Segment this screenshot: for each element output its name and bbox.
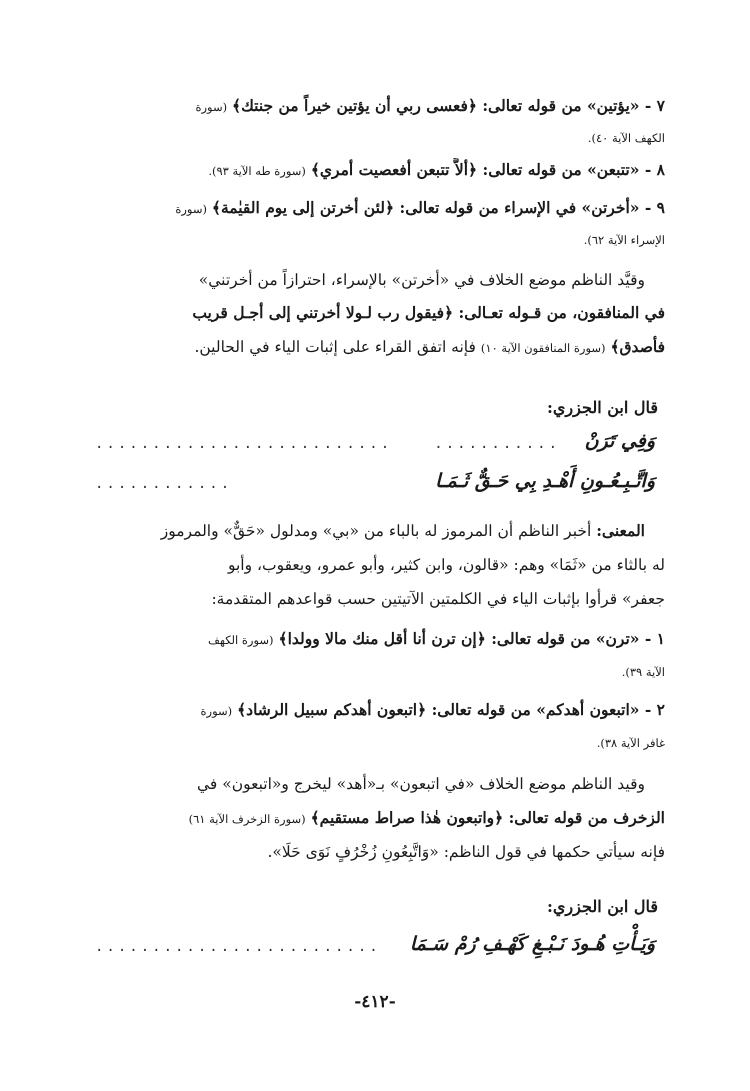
item-7-line xyxy=(85,94,665,119)
verse-2-row xyxy=(95,933,655,963)
meaning-line1-text: أخبر الناظم أن المرموز له بالباء من «بي» ومدلول «حَقٌّ» والمرموز xyxy=(160,522,592,540)
para1-line3-ref: (سورة المنافقون الآية ١٠) xyxy=(480,341,606,355)
item-8-line xyxy=(85,158,665,183)
para2-line3: فإنه سيأتي حكمها في قول الناظم: «وَاتَّبِعُونِ زُخْرُفٍ نَوَى حَلَا». xyxy=(267,843,665,861)
verse-1-row-a xyxy=(95,430,655,460)
para1-line3-rest: فإنه اتفق القراء على إثبات الياء في الحالين. xyxy=(194,338,476,356)
item-2-ref: (سورة xyxy=(200,704,233,718)
meaning-line1 xyxy=(85,519,645,543)
ibn-aljazari-heading-2: قال ابن الجزري: xyxy=(547,897,658,916)
item-9-line xyxy=(85,196,665,221)
meaning-line2: له بالثاء من «ثَمَا» وهم: «قالون، وابن كثير، وأبو عمرو، ويعقوب، وأبو xyxy=(227,556,665,574)
para1-line1: وقيَّد الناظم موضع الخلاف في «أخرتن» بالإسراء، احترازاً من أخرتني» xyxy=(198,271,645,289)
para2-line1: وقيد الناظم موضع الخلاف «في اتبعون» بـ«أهد» ليخرج و«اتبعون» في xyxy=(196,775,645,793)
item-1-ref: (سورة الكهف xyxy=(207,633,274,647)
item-2-text: ٢ - «اتبعون أهدكم» من قوله تعالى: ﴿اتبعون أهدكم سبيل الرشاد﴾ xyxy=(237,700,665,719)
item-2-line xyxy=(85,698,665,723)
item-9-ref: (سورة xyxy=(175,202,207,216)
verse-1-dots-a2: .......................... xyxy=(95,436,393,452)
para2-line2-ref: (سورة الزخرف الآية ٦١) xyxy=(188,812,306,826)
para2-line2-text: الزخرف من قوله تعالى: ﴿واتبعون هٰذا صراط مستقيم﴾ xyxy=(310,808,665,827)
item-1-text: ١ - «ترن» من قوله تعالى: ﴿إن ترن أنا أقل منك مالا وولدا﴾ xyxy=(278,629,665,648)
verse-1-dots-a1: ........... xyxy=(434,436,560,452)
verse-1-part-b: وَاتَّـبِـعُـونِ أَهْـدِ بِي حَـقٌّ ثَـمَـا xyxy=(435,470,655,492)
para1-line3 xyxy=(85,335,665,360)
para1-line2 xyxy=(85,301,665,325)
verse-1-dots-b: ............ xyxy=(95,476,233,492)
meaning-label: المعنى: xyxy=(596,521,645,540)
item-7-cont: الكهف الآية ٤٠). xyxy=(587,131,665,145)
para2-line2 xyxy=(85,806,665,831)
ibn-aljazari-heading-1: قال ابن الجزري: xyxy=(547,398,658,417)
item-8-text: ٨ - «تتبعن» من قوله تعالى: ﴿ألاَّ تتبعن أفعصيت أمري﴾ xyxy=(310,160,665,179)
item-1-cont: الآية ٣٩). xyxy=(621,665,665,679)
page-number: -٤١٢- xyxy=(354,992,396,1012)
item-7-text: ٧ - «يؤتين» من قوله تعالى: ﴿فعسى ربي أن يؤتين خيراً من جنتك﴾ xyxy=(232,96,665,115)
verse-1-part-a: وَفِي تَرَنْ xyxy=(584,430,655,452)
para1-line3-bold: فأصدق﴾ xyxy=(610,337,665,356)
item-9-cont: الإسراء الآية ٦٢). xyxy=(583,233,665,247)
verse-2-dots: ......................... xyxy=(95,939,381,955)
item-8-ref: (سورة طه الآية ٩٣). xyxy=(208,164,306,178)
para1-line2-text: في المنافقون، من قـوله تعـالى: ﴿فيقول رب لـولا أخرتني إلى أجـل قريب xyxy=(192,303,665,322)
item-1-line xyxy=(85,627,665,652)
verse-1-row-b xyxy=(95,470,655,500)
item-7-ref: (سورة xyxy=(195,100,228,114)
item-2-cont: غافر الآية ٣٨). xyxy=(596,736,665,750)
meaning-line3: جعفر» قرأوا بإثبات الياء في الكلمتين الآتيتين حسب قواعدهم المتقدمة: xyxy=(211,590,665,608)
verse-2-part-a: وَيَـأْتِ هُـودَ نَـبْـغِ كَهْـفِ رُمْ سَـمَا xyxy=(409,933,655,955)
item-9-text: ٩ - «أخرتن» في الإسراء من قوله تعالى: ﴿لئن أخرتن إلى يوم القيٰمة﴾ xyxy=(211,198,665,217)
